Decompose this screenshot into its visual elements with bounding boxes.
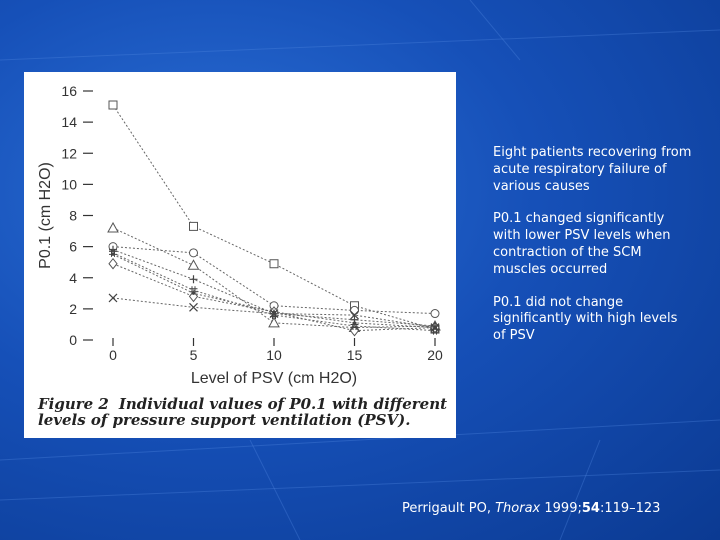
data-point-s2-x0 — [108, 223, 118, 232]
y-axis-label: P0.1 (cm H2O) — [37, 162, 54, 269]
y-tick-label-14: 14 — [61, 114, 77, 131]
y-tick-label-0: 0 — [69, 332, 77, 348]
x-tick-label-0: 0 — [109, 347, 117, 363]
y-tick-label-6: 6 — [69, 238, 77, 255]
data-point-s1-x0 — [109, 101, 117, 109]
data-point-s8-x5 — [190, 303, 198, 311]
citation-journal: Thorax — [495, 501, 541, 516]
x-tick-label-10: 10 — [266, 347, 282, 363]
data-point-s1-x5 — [190, 222, 198, 230]
data-point-s1-x10 — [270, 260, 278, 268]
y-tick-label-8: 8 — [69, 207, 77, 224]
citation-volume: 54 — [581, 501, 600, 516]
data-point-s7-x5 — [192, 292, 195, 295]
x-tick-label-20: 20 — [427, 347, 443, 363]
data-point-s8-x0 — [109, 294, 117, 302]
data-point-s3-x20 — [431, 310, 439, 318]
y-tick-label-10: 10 — [61, 176, 77, 193]
series-line-1 — [113, 105, 435, 329]
data-point-s2-x5 — [189, 260, 199, 269]
data-point-s7-x15 — [353, 321, 356, 324]
note-low-psv: P0.1 changed significantly with lower PSV levels when contraction of the SCM muscles occurred — [493, 211, 671, 277]
x-tick-label-5: 5 — [189, 347, 198, 363]
citation-pages: :119–123 — [599, 501, 661, 516]
data-point-s3-x5 — [190, 249, 198, 257]
p01-chart — [24, 72, 456, 392]
figure-caption-text: Individual values of P0.1 with different levels of pressure support ventilation (PSV). — [38, 395, 448, 429]
y-tick-label-12: 12 — [61, 145, 77, 162]
figure-label: Figure 2 — [38, 395, 109, 413]
note-high-psv: P0.1 did not change significantly with high levels of PSV — [493, 294, 678, 344]
y-tick-label-16: 16 — [61, 83, 77, 99]
x-axis-label: Level of PSV (cm H2O) — [190, 370, 358, 387]
data-point-s7-x0 — [112, 253, 115, 256]
y-tick-label-4: 4 — [69, 269, 77, 286]
citation-year: 1999; — [544, 501, 582, 516]
figure-caption — [38, 396, 448, 428]
data-point-s3-x15 — [351, 306, 359, 314]
x-tick-label-15: 15 — [346, 347, 363, 363]
data-point-s5-x5 — [190, 275, 198, 283]
data-point-s2-x10 — [269, 318, 279, 327]
data-point-s4-x0 — [109, 259, 117, 269]
citation-authors: Perrigault PO, — [402, 501, 491, 516]
note-patients: Eight patients recovering from acute respiratory failure of various causes — [493, 145, 692, 194]
y-tick-label-2: 2 — [69, 300, 77, 317]
figure-panel — [24, 72, 456, 438]
side-notes — [493, 145, 693, 361]
citation — [402, 501, 660, 516]
